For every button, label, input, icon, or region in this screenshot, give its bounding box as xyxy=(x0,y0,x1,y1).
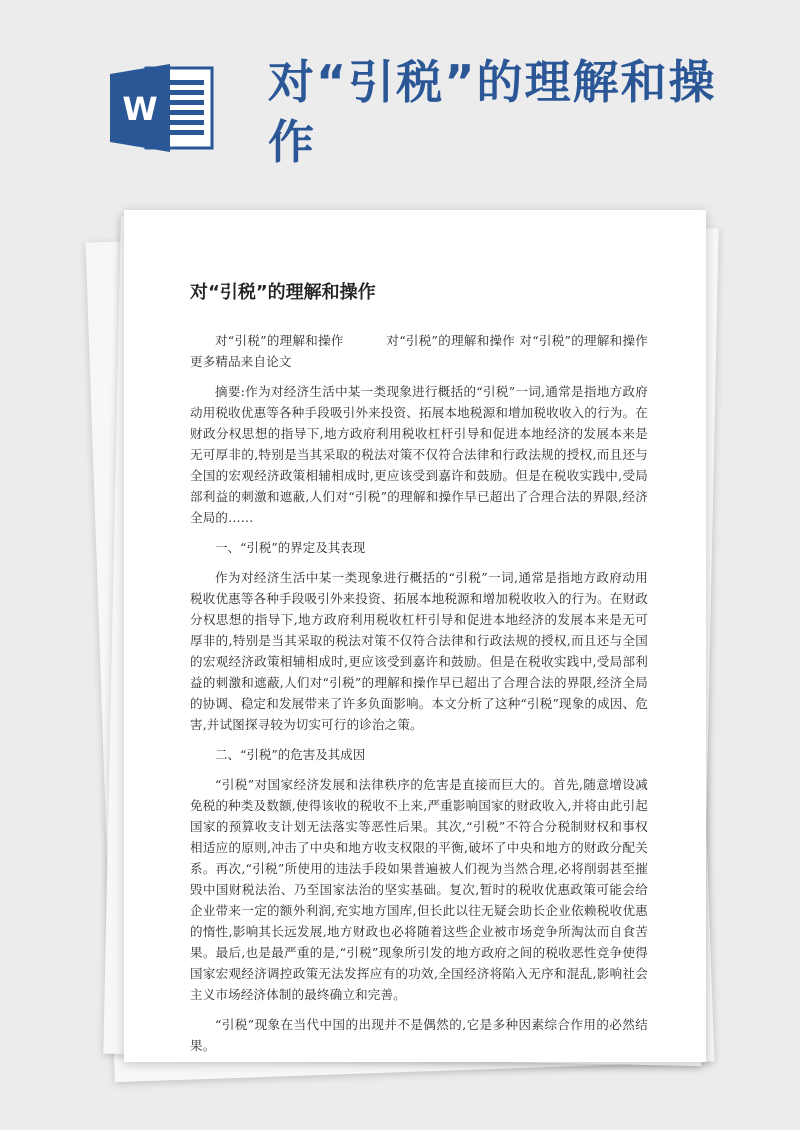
abstract-paragraph: 摘要:作为对经济生活中某一类现象进行概括的“引税”一词,通常是指地方政府动用税收优惠等各种手段吸引外来投资、拓展本地税源和增加税收收入的行为。在财政分权思想的指导下,地方政府利用税收杠杆引导和促进本地经济的发展本来是无可厚非的,特别是当其采取的税法对策不仅符合法律和行政法规的授权,而且还与全国的宏观经济政策相辅相成时,更应该受到嘉许和鼓励。但是在税收实践中,受局部利益的刺激和遮蔽,人们对“引税”的理解和操作早已超出了合理合法的界限,经济全局的…… xyxy=(190,384,648,525)
document-intro: 对“引税”的理解和操作 对“引税”的理解和操作 对“引税”的理解和操作更多精品来自论文 xyxy=(190,333,648,369)
banner-title: 对“引税”的理解和操作 xyxy=(268,55,717,169)
section1-heading: 一、“引税”的界定及其表现 xyxy=(215,540,366,555)
svg-text:W: W xyxy=(122,90,158,128)
document-page xyxy=(124,210,706,1062)
word-document-icon xyxy=(108,62,218,154)
document-title: 对“引税”的理解和操作 xyxy=(190,282,376,303)
closing-paragraph: “引税”现象在当代中国的出现并不是偶然的,它是多种因素综合作用的必然结果。 xyxy=(190,1017,648,1053)
section2-paragraph: “引税”对国家经济发展和法律秩序的危害是直接而巨大的。首先,随意增设减免税的种类及数额,使得该收的税收不上来,严重影响国家的财政收入,并将由此引起国家的预算收支计划无法落实等恶性后果。其次,“引税”不符合分税制财权和事权相适应的原则,冲击了中央和地方收支权限的平衡,破坏了中央和地方的财政分配关系。再次,“引税”所使用的违法手段如果普遍被人们视为当然合理,必将削弱甚至摧毁中国财税法治、乃至国家法治的坚实基础。复次,暂时的税收优惠政策可能会给企业带来一定的额外利润,充实地方国库,但长此以往无疑会助长企业依赖税收优惠的惰性,影响其长远发展,地方财政也必将随着这些企业被市场竞争所淘汰而自食苦果。最后,也是最严重的是,“引税”现象所引发的地方政府之间的税收恶性竞争使得国家宏观经济调控政策无法发挥应有的功效,全国经济将陷入无序和混乱,影响社会主义市场经济体制的最终确立和完善。 xyxy=(190,777,648,1002)
section1-paragraph: 作为对经济生活中某一类现象进行概括的“引税”一词,通常是指地方政府动用税收优惠等各种手段吸引外来投资、拓展本地税源和增加税收收入的行为。在财政分权思想的指导下,地方政府利用税收杠杆引导和促进本地经济的发展本来是无可厚非的,特别是当其采取的税法对策不仅符合法律和行政法规的授权,而且还与全国的宏观经济政策相辅相成时,更应该受到嘉许和鼓励。但是在税收实践中,受局部利益的刺激和遮蔽,人们对“引税”的理解和操作早已超出了合理合法的界限,经济全局的协调、稳定和发展带来了许多负面影响。本文分析了这种“引税”现象的成因、危害,并试图探寻较为切实可行的诊治之策。 xyxy=(190,570,648,732)
section2-heading: 二、“引税”的危害及其成因 xyxy=(215,747,366,762)
